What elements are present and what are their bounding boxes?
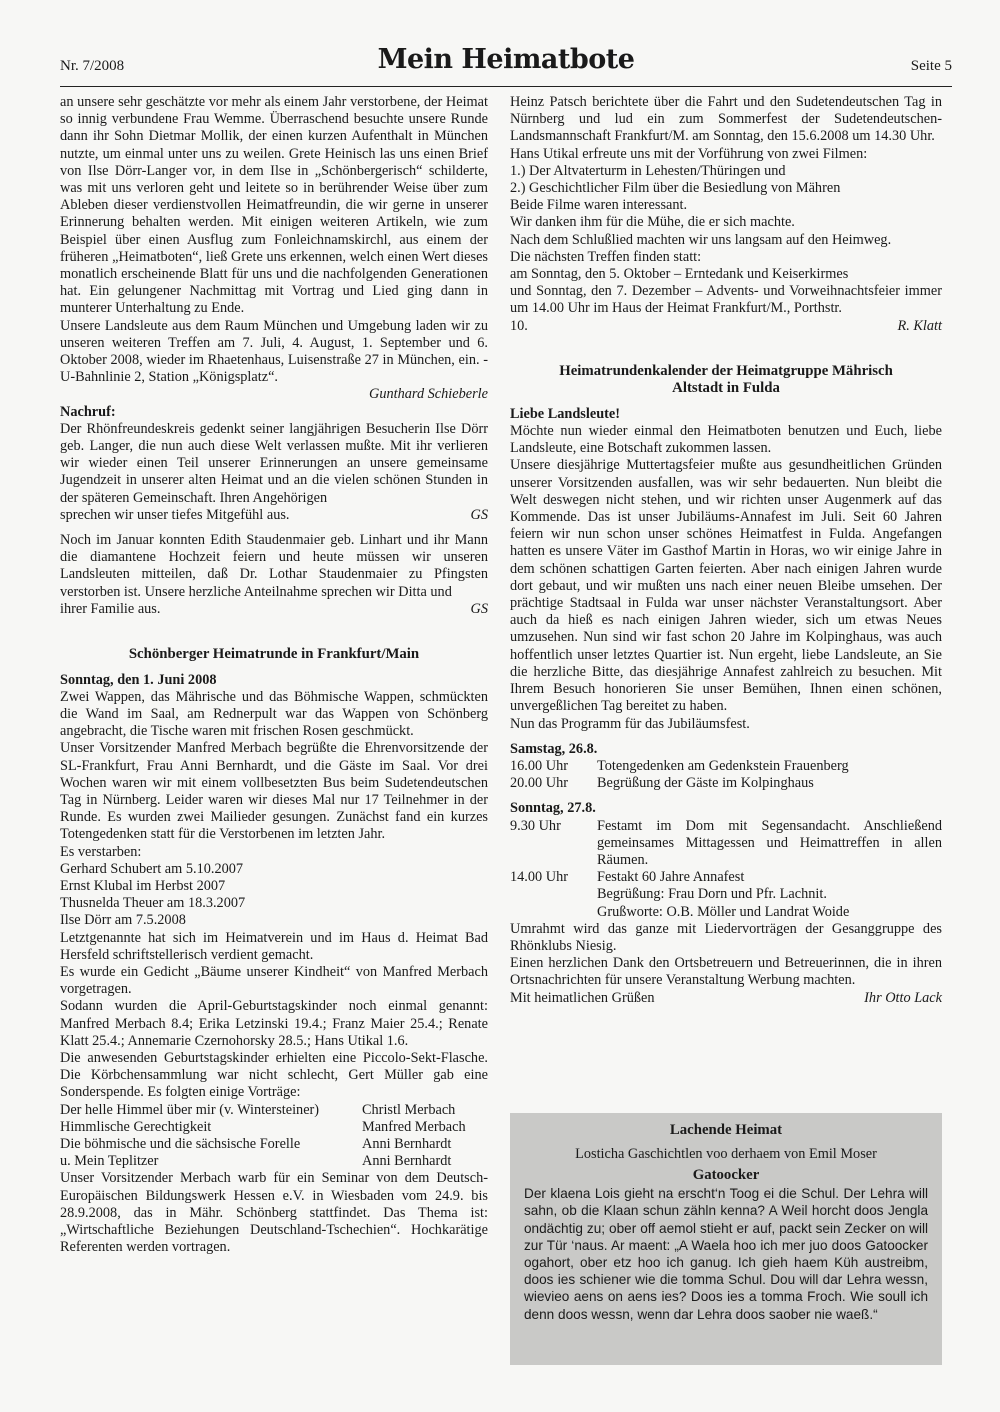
staudenmaier-last-line: ihrer Familie aus. GS — [60, 600, 488, 617]
intro-paragraph: an unsere sehr geschätzte vor mehr als einem Jahr verstorbene, der Heimat so innig verbundene Frau Wemme. Überraschend besuchte unsere Runde dann ihr Sohn Dietmar Mollik, der einen kurzen Aufenthalt in München nutzte, um einmal unter uns zu weilen. Grete Heinisch las uns einen Brief von Ilse Dörr-Langer vor, in dem Ilse in „Schönbergerisch“ schilderte, was mit uns verloren geht und leitete so in berührender Weise über zum Ableben dieser verdienstvollen Heimatfreundin, die wir gerne in unserer Erinnerung behalten werden. Mit einigen weiteren Artikeln, wie zum Beispiel über einen Ausflug zum Fonleichnamskirchl, aus einem der früheren „Heimatboten“, ließ Grete uns erkennen, welch einen Wert dieses monatlich erscheinende Blatt für uns und die nachfolgenden Generationen hat. Ein gelungener Nachmittag mit Vortrag und Lied ging dann in munterer Unterhaltung zu Ende. — [60, 94, 488, 317]
section-heading-fulda-2: Altstadt in Fulda — [672, 380, 780, 397]
signature-klatt: R. Klatt — [897, 317, 942, 334]
line: und Sonntag, den 7. Dezember – Advents- und Vorweihnachtsfeier immer um 14.00 Uhr im Haus der Heimat Frankfurt/M., Porthstr. — [510, 283, 942, 317]
masthead-logo: Mein Heimatbote — [377, 44, 635, 75]
paragraph: Letztgenannte hat sich im Heimatverein und im Haus d. Heimat Bad Hersfeld schriftstellerisch verdient gemacht. — [60, 929, 488, 963]
line: Die nächsten Treffen finden statt: — [510, 248, 702, 265]
klatt-signature-line: 10. R. Klatt — [510, 317, 942, 334]
gs-initials: GS — [470, 600, 488, 617]
deceased-item: Ilse Dörr am 7.5.2008 — [60, 912, 186, 929]
schedule-row: Begrüßung: Frau Dorn und Pfr. Lachnit. — [597, 886, 827, 903]
salutation: Liebe Landsleute! — [510, 405, 621, 422]
deceased-item: Gerhard Schubert am 5.10.2007 — [60, 860, 244, 877]
staudenmaier-text: Noch im Januar konnten Edith Staudenmaier geb. Linhart und ihr Mann die diamantene Hochzeit feiern und heute müssen wir unseren Landsleuten mitteilen, daß Dr. Lothar Staudenmaier zu Pfingsten verstorben ist. Unsere herzliche Anteilnahme sprechen wir Ditta und — [60, 532, 488, 600]
signature-schieberle: Gunthard Schieberle — [369, 386, 488, 403]
box-subtitle: Losticha Gaschichtlen voo derhaem von Emil Moser — [575, 1145, 877, 1162]
paragraph: Hans Utikal erfreute uns mit der Vorführung von zwei Filmen: — [510, 145, 868, 162]
line: Beide Filme waren interessant. — [510, 197, 688, 214]
lecture-item: Der helle Himmel über mir (v. Wintersteiner) Christl Merbach — [60, 1101, 456, 1118]
page-header — [60, 42, 952, 82]
schedule-row: 14.00 Uhr Festakt 60 Jahre Annafest — [510, 869, 745, 886]
page-number: Seite 5 — [910, 58, 952, 74]
story-text: Der klaena Lois gieht na erscht‘n Toog ei die Schul. Der Lehra will sahn, ob die Klaan schun zähln kenna? A Weil horcht doos Jengla ondächtig zu; ober off aemol stieht er auf, packt sein Zecker on will zur Tür ‘naus. Ar maent: „A Waela hoo ich mer juo doos Gatoocker ogahort, ober etz hoo ich ganug. Ich gieh haem Küh austreibm, doos ies schiener wie die tomma Schul. Dou will dar Lehra wessn, wievieo aens on aens ies? Doos ies a tomma Froch. Wie soull ich denn doos wessn, wenn dar Lehra doos saober nie waeß.“ — [524, 1186, 928, 1322]
paragraph: Einen herzlichen Dank den Ortsbetreuern und Betreuerinnen, die in ihren Ortsnachrichten für unsere Veranstaltung Werbung machten. — [510, 955, 942, 989]
story-title: Gatoocker — [692, 1166, 760, 1183]
film-item: 2.) Geschichtlicher Film über die Besiedlung von Mähren — [510, 180, 841, 197]
schedule-row: 16.00 Uhr Totengedenken am Gedenkstein Frauenberg — [510, 757, 849, 774]
section-heading-fulda: Heimatrundenkalender der Heimatgruppe Mährisch — [559, 362, 893, 379]
munich-invite: Unsere Landsleute aus dem Raum München und Umgebung laden wir zu unseren weiteren Treffen am 7. Juli, 4. August, 1. September und 6. Oktober 2008, wieder im Rhaetenhaus, Luisenstraße 27 in München, ein. - U-Bahnlinie 2, Station „Königsplatz“. — [60, 317, 488, 386]
paragraph: Es wurde ein Gedicht „Bäume unserer Kindheit“ von Manfred Merbach vorgetragen. — [60, 964, 488, 998]
paragraph: Unsere diesjährige Muttertagsfeier mußte aus gesundheitlichen Gründen unserer Vorsitzenden ausfallen, was wir sehr bedauerten. Nun bleibt die Welt deswegen nicht stehen, und wir richten unser Augenmerk auf das Kommende. Das ist unser Jubiläums-Annafest im Juli. Seit 60 Jahren feiern wir nun schon unser schönes Heimatfest in Fulda. Angefangen hatten es unsere Väter im Gasthof Martin in Horas, wo wir einige Jahre in dem schönen schattigen Garten feierten. Aber nach einigen Jahren wurde dort gebaut, und wir mußten uns nach einer neuen Bleibe umsehen. Der prächtige Stadtsaal in Fulda war unser nächster Veranstaltungsort. Aber auch da hieß es nach einigen Jahren wieder, sich um etwas Neues umzusehen. Nun sind wir fast schon 20 Jahre im Kolpinghaus, was auch hoffentlich unser letztes Quartier ist. Nun ergeht, liebe Landsleute, an Sie die herzliche Bitte, das diesjährige Annafest zahlreich zu besuchen. Mit Ihrem Besuch honorieren Sie unser Bemühen, Ihnen einen schönen, unvergeßlichen Tag bereitet zu haben. — [510, 457, 942, 715]
nachruf-text: Der Rhönfreundeskreis gedenkt seiner langjährigen Besucherin Ilse Dörr geb. Langer, die nun auch diese Welt verlassen mußte. Mit ihr verlieren wir wieder einen Teil unserer Erinnerungen an unsere gemeinsame Jugendzeit in unserer alten Heimat und an die vielen schönen Stunden in der späteren Gemeinschaft. Ihren Angehörigen — [60, 420, 488, 506]
schedule-row: 9.30 Uhr Festamt im Dom mit Segensandacht. Anschließend gemeinsames Mittagessen und Heimattreffen in allen Räumen. — [510, 817, 942, 868]
issue-number: Nr. 7/2008 — [60, 58, 125, 74]
lecture-item: Die böhmische und die sächsische Forelle Anni Bernhardt — [60, 1136, 452, 1153]
lecture-item: u. Mein Teplitzer Anni Bernhardt — [60, 1153, 452, 1170]
date-heading: Sonntag, den 1. Juni 2008 — [60, 671, 217, 688]
paragraph: Unser Vorsitzender Merbach warb für ein Seminar von dem Deutsch-Europäischen Bildungswerk Hessen e.V. in Wiesbaden vom 24.9. bis 28.9.2008, das in Mähr. Schönberg stattfindet. Das Thema ist: „Wirtschaftliche Beziehungen Deutschland-Tschechien“. Hochkarätige Referenten werden vortragen. — [60, 1170, 488, 1256]
box-title: Lachende Heimat — [669, 1122, 783, 1138]
paragraph: Heinz Patsch berichtete über die Fahrt und den Sudetendeutschen Tag in Nürnberg und lud ein zum Sommerfest der Sudetendeutschen-Landsmannschaft Frankfurt/M. am Sonntag, den 15.6.2008 um 14.30 Uhr. — [510, 94, 942, 145]
nachruf-last-line: sprechen wir unser tiefes Mitgefühl aus. GS — [60, 506, 488, 523]
left-column — [60, 94, 488, 1257]
section-heading-frankfurt: Schönberger Heimatrunde in Frankfurt/Main — [128, 646, 420, 663]
schedule-day-1 — [510, 741, 942, 793]
day-heading: Sonntag, 27.8. — [510, 800, 596, 817]
film-item: 1.) Der Altvaterturm in Lehesten/Thüringen und — [510, 162, 786, 179]
deceased-item: Thusnelda Theuer am 18.3.2007 — [60, 895, 246, 912]
right-column — [510, 94, 942, 1007]
lachende-heimat-box — [510, 1113, 942, 1365]
lecture-item: Himmlische Gerechtigkeit Manfred Merbach — [60, 1118, 466, 1135]
paragraph: Unser Vorsitzender Manfred Merbach begrüßte die Ehrenvorsitzende der SL-Frankfurt, Frau Anni Bernhardt, und die Gäste im Saal. Vor drei Wochen waren wir mit einem vollbesetzten Bus beim Sudetendeutschen Tag in Nürnberg. Leider waren wir dieses Mal nur 17 Teilnehmer in der Runde. Es wurden zwei Mailieder gesungen. Zunächst fand ein kurzes Totengedenken statt für die Verstorbenen im letzten Jahr. — [60, 740, 488, 843]
paragraph: Möchte nun wieder einmal den Heimatboten benutzen und Euch, liebe Landsleute, eine Botschaft zukommen lassen. — [510, 423, 942, 457]
gs-initials: GS — [470, 506, 488, 523]
line: Nach dem Schlußlied machten wir uns langsam auf den Heimweg. — [510, 231, 892, 248]
lecture-list — [60, 1102, 488, 1171]
deceased-list — [60, 844, 488, 930]
closing-line: Mit heimatlichen Grüßen Ihr Otto Lack — [510, 989, 942, 1006]
day-heading: Samstag, 26.8. — [510, 740, 598, 757]
schedule-day-2 — [510, 800, 942, 920]
paragraph: Sodann wurden die April-Geburtstagskinder noch einmal genannt: Manfred Merbach 8.4; Erika Letzinski 19.4.; Franz Maier 25.4.; Renate Klatt 25.4.; Annemarie Czernohorsky 28.5.; Hans Utikal 1.6. — [60, 998, 488, 1049]
schedule-row: 20.00 Uhr Begrüßung der Gäste im Kolpinghaus — [510, 775, 814, 792]
paragraph: Nun das Programm für das Jubiläumsfest. — [510, 715, 750, 732]
schedule-row: Grußworte: O.B. Möller und Landrat Woide — [597, 903, 850, 920]
deceased-item: Ernst Klubal im Herbst 2007 — [60, 878, 226, 895]
header-rule — [60, 86, 952, 87]
deceased-heading: Es verstarben: — [60, 843, 142, 860]
nachruf-heading: Nachruf: — [60, 403, 116, 420]
line: am Sonntag, den 5. Oktober – Erntedank und Keiserkirmes — [510, 266, 849, 283]
line: Wir danken ihm für die Mühe, die er sich machte. — [510, 214, 795, 231]
signature-lack: Ihr Otto Lack — [864, 989, 942, 1006]
paragraph: Zwei Wappen, das Mährische und das Böhmische Wappen, schmückten die Wand im Saal, am Rednerpult war das Wappen von Schönberg angebracht, die Tische waren mit frischen Rosen geschmückt. — [60, 688, 488, 740]
paragraph: Umrahmt wird das ganze mit Liedervorträgen der Gesanggruppe des Rhönklubs Niesig. — [510, 920, 942, 954]
paragraph: Die anwesenden Geburtstagskinder erhielten eine Piccolo-Sekt-Flasche. Die Körbchensammlung war nicht schlecht, Gert Müller gab eine Sonderspende. Es folgten einige Vorträge: — [60, 1050, 488, 1101]
